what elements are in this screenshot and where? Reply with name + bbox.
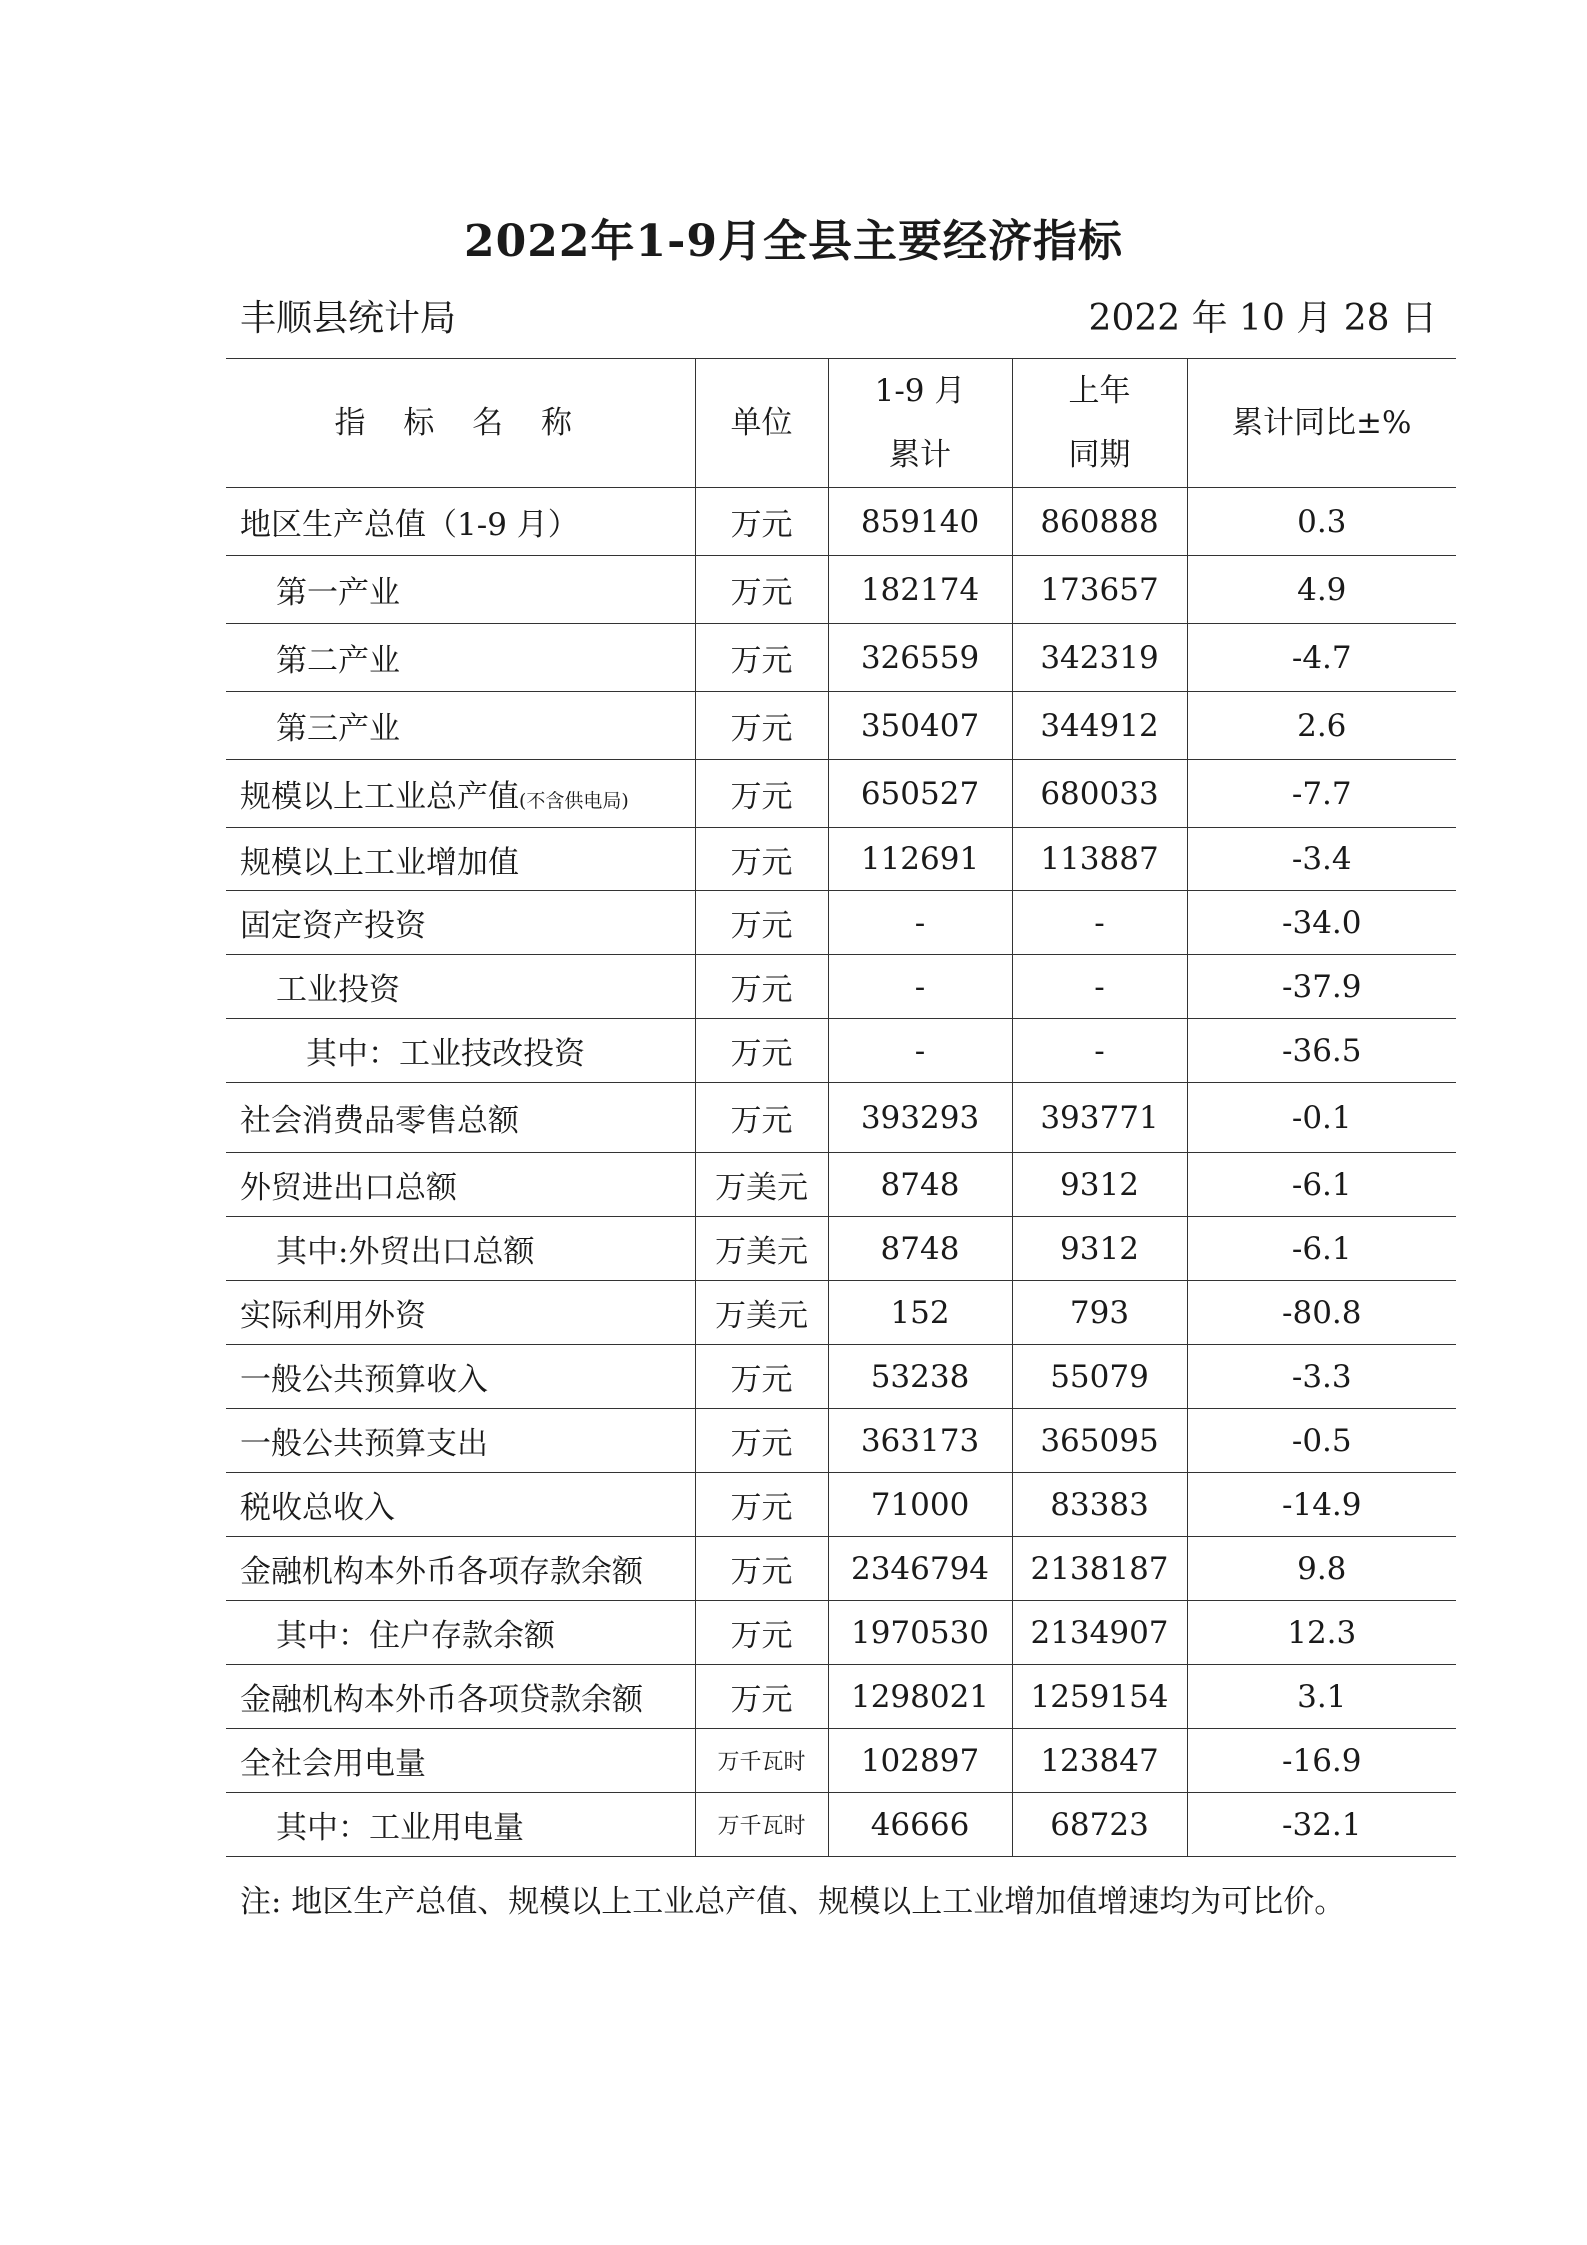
indicator-prev: 1259154 xyxy=(1012,1665,1187,1729)
table-row xyxy=(226,891,1456,955)
indicator-prev: 342319 xyxy=(1012,624,1187,692)
indicator-prev: 9312 xyxy=(1012,1217,1187,1281)
indicator-name: 金融机构本外币各项贷款余额 xyxy=(226,1665,695,1729)
table-row xyxy=(226,692,1456,760)
indicator-prev: 680033 xyxy=(1012,760,1187,828)
indicator-ytd: 1298021 xyxy=(828,1665,1012,1729)
table-header-row xyxy=(226,359,1456,488)
issue-date: 2022 年 10 月 28 日 xyxy=(1088,298,1437,339)
indicator-unit: 万元 xyxy=(695,1473,828,1537)
indicator-prev: 9312 xyxy=(1012,1153,1187,1217)
indicator-change: 4.9 xyxy=(1187,556,1456,624)
indicator-change: 12.3 xyxy=(1187,1601,1456,1665)
table-row xyxy=(226,760,1456,828)
indicator-name: 规模以上工业总产值 xyxy=(240,779,519,815)
indicator-unit: 万元 xyxy=(695,624,828,692)
indicator-ytd: 112691 xyxy=(828,828,1012,891)
table-row xyxy=(226,1537,1456,1601)
indicator-change: -7.7 xyxy=(1187,760,1456,828)
indicator-name: 固定资产投资 xyxy=(226,891,695,955)
indicator-ytd: 8748 xyxy=(828,1153,1012,1217)
indicator-change: 0.3 xyxy=(1187,488,1456,556)
indicator-prev: 123847 xyxy=(1012,1729,1187,1793)
indicator-name: 其中：工业用电量 xyxy=(226,1793,695,1857)
indicator-name: 全社会用电量 xyxy=(226,1729,695,1793)
indicator-change: 3.1 xyxy=(1187,1665,1456,1729)
indicator-unit: 万元 xyxy=(695,1601,828,1665)
indicator-change: -80.8 xyxy=(1187,1281,1456,1345)
indicator-name: 第一产业 xyxy=(226,556,695,624)
indicator-unit: 万美元 xyxy=(695,1281,828,1345)
table-row xyxy=(226,1665,1456,1729)
header-prev-line1: 上年 xyxy=(1068,373,1131,409)
indicator-name: 规模以上工业增加值 xyxy=(226,828,695,891)
header-unit: 单位 xyxy=(695,359,828,488)
indicator-unit: 万元 xyxy=(695,1409,828,1473)
header-indicator-name: 指 标 名 称 xyxy=(226,359,695,488)
indicator-name: 其中：工业技改投资 xyxy=(226,1019,695,1083)
indicator-unit: 万元 xyxy=(695,760,828,828)
indicator-ytd: 650527 xyxy=(828,760,1012,828)
indicator-ytd: 350407 xyxy=(828,692,1012,760)
indicator-prev: 113887 xyxy=(1012,828,1187,891)
indicator-change: -37.9 xyxy=(1187,955,1456,1019)
indicator-unit: 万元 xyxy=(695,1665,828,1729)
indicator-ytd: 1970530 xyxy=(828,1601,1012,1665)
table-row xyxy=(226,1601,1456,1665)
indicator-unit: 万千瓦时 xyxy=(695,1793,828,1857)
indicator-ytd: 152 xyxy=(828,1281,1012,1345)
table-row xyxy=(226,1345,1456,1409)
economic-indicators-table xyxy=(226,358,1456,1857)
indicator-ytd: 363173 xyxy=(828,1409,1012,1473)
indicator-ytd: - xyxy=(828,1019,1012,1083)
indicator-change: -0.1 xyxy=(1187,1083,1456,1153)
indicator-unit: 万元 xyxy=(695,828,828,891)
indicator-ytd: 71000 xyxy=(828,1473,1012,1537)
table-row xyxy=(226,1409,1456,1473)
indicator-name: 第二产业 xyxy=(226,624,695,692)
indicator-prev: 83383 xyxy=(1012,1473,1187,1537)
indicator-change: -14.9 xyxy=(1187,1473,1456,1537)
table-row xyxy=(226,1083,1456,1153)
table-row xyxy=(226,1473,1456,1537)
table-row xyxy=(226,1281,1456,1345)
indicator-prev: 344912 xyxy=(1012,692,1187,760)
indicator-name: 实际利用外资 xyxy=(226,1281,695,1345)
indicator-name-note: (不含供电局) xyxy=(519,790,629,812)
indicator-ytd: 393293 xyxy=(828,1083,1012,1153)
indicator-prev: - xyxy=(1012,1019,1187,1083)
table-row xyxy=(226,955,1456,1019)
indicator-name: 其中：住户存款余额 xyxy=(226,1601,695,1665)
indicator-unit: 万美元 xyxy=(695,1217,828,1281)
indicator-change: -16.9 xyxy=(1187,1729,1456,1793)
indicator-unit: 万美元 xyxy=(695,1153,828,1217)
indicator-prev: 393771 xyxy=(1012,1083,1187,1153)
indicator-unit: 万元 xyxy=(695,1019,828,1083)
table-row xyxy=(226,1217,1456,1281)
table-footnote: 注: 地区生产总值、规模以上工业总产值、规模以上工业增加值增速均为可比价。 xyxy=(240,1884,1346,1920)
indicator-unit: 万千瓦时 xyxy=(695,1729,828,1793)
table-row xyxy=(226,1793,1456,1857)
indicator-ytd: - xyxy=(828,955,1012,1019)
indicator-change: -6.1 xyxy=(1187,1153,1456,1217)
indicator-ytd: 46666 xyxy=(828,1793,1012,1857)
indicator-prev: 2138187 xyxy=(1012,1537,1187,1601)
indicator-unit: 万元 xyxy=(695,1537,828,1601)
indicator-ytd: 859140 xyxy=(828,488,1012,556)
indicator-name: 一般公共预算收入 xyxy=(226,1345,695,1409)
indicator-ytd: 8748 xyxy=(828,1217,1012,1281)
indicator-name-cell xyxy=(226,760,695,828)
indicator-prev: 2134907 xyxy=(1012,1601,1187,1665)
page-title: 2022年1-9月全县主要经济指标 xyxy=(464,216,1123,267)
indicator-name: 其中:外贸出口总额 xyxy=(226,1217,695,1281)
indicator-change: 9.8 xyxy=(1187,1537,1456,1601)
indicator-ytd: 53238 xyxy=(828,1345,1012,1409)
indicator-change: -0.5 xyxy=(1187,1409,1456,1473)
header-ytd-line1: 1-9 月 xyxy=(874,373,966,409)
indicator-name: 社会消费品零售总额 xyxy=(226,1083,695,1153)
issuing-agency: 丰顺县统计局 xyxy=(240,298,457,339)
indicator-prev: 68723 xyxy=(1012,1793,1187,1857)
indicator-change: -4.7 xyxy=(1187,624,1456,692)
indicator-change: -32.1 xyxy=(1187,1793,1456,1857)
table-row xyxy=(226,1153,1456,1217)
table-row xyxy=(226,556,1456,624)
indicator-ytd: 182174 xyxy=(828,556,1012,624)
indicator-unit: 万元 xyxy=(695,692,828,760)
indicator-name: 工业投资 xyxy=(226,955,695,1019)
indicator-prev: 55079 xyxy=(1012,1345,1187,1409)
indicator-name: 税收总收入 xyxy=(226,1473,695,1537)
indicator-prev: 365095 xyxy=(1012,1409,1187,1473)
header-ytd-line2: 累计 xyxy=(889,437,951,473)
indicator-name: 一般公共预算支出 xyxy=(226,1409,695,1473)
indicator-name: 地区生产总值（1-9 月） xyxy=(226,488,695,556)
table-row xyxy=(226,488,1456,556)
indicator-prev: 793 xyxy=(1012,1281,1187,1345)
indicator-name: 第三产业 xyxy=(226,692,695,760)
indicator-change: -3.3 xyxy=(1187,1345,1456,1409)
header-prev-year xyxy=(1012,359,1187,488)
indicator-ytd: 102897 xyxy=(828,1729,1012,1793)
indicator-change: -36.5 xyxy=(1187,1019,1456,1083)
indicator-ytd: 2346794 xyxy=(828,1537,1012,1601)
header-change: 累计同比±% xyxy=(1187,359,1456,488)
table-row xyxy=(226,624,1456,692)
header-ytd xyxy=(828,359,1012,488)
indicator-unit: 万元 xyxy=(695,955,828,1019)
header-prev-line2: 同期 xyxy=(1068,437,1131,473)
indicator-name: 外贸进出口总额 xyxy=(226,1153,695,1217)
indicator-prev: 860888 xyxy=(1012,488,1187,556)
indicator-unit: 万元 xyxy=(695,488,828,556)
indicator-change: 2.6 xyxy=(1187,692,1456,760)
indicator-prev: - xyxy=(1012,891,1187,955)
indicator-change: -34.0 xyxy=(1187,891,1456,955)
indicator-prev: 173657 xyxy=(1012,556,1187,624)
indicator-prev: - xyxy=(1012,955,1187,1019)
table-row xyxy=(226,1019,1456,1083)
indicator-change: -6.1 xyxy=(1187,1217,1456,1281)
indicator-unit: 万元 xyxy=(695,1083,828,1153)
indicator-unit: 万元 xyxy=(695,556,828,624)
indicator-unit: 万元 xyxy=(695,1345,828,1409)
indicator-name: 金融机构本外币各项存款余额 xyxy=(226,1537,695,1601)
indicator-unit: 万元 xyxy=(695,891,828,955)
table-row xyxy=(226,828,1456,891)
indicator-change: -3.4 xyxy=(1187,828,1456,891)
indicator-ytd: - xyxy=(828,891,1012,955)
table-row xyxy=(226,1729,1456,1793)
indicator-ytd: 326559 xyxy=(828,624,1012,692)
